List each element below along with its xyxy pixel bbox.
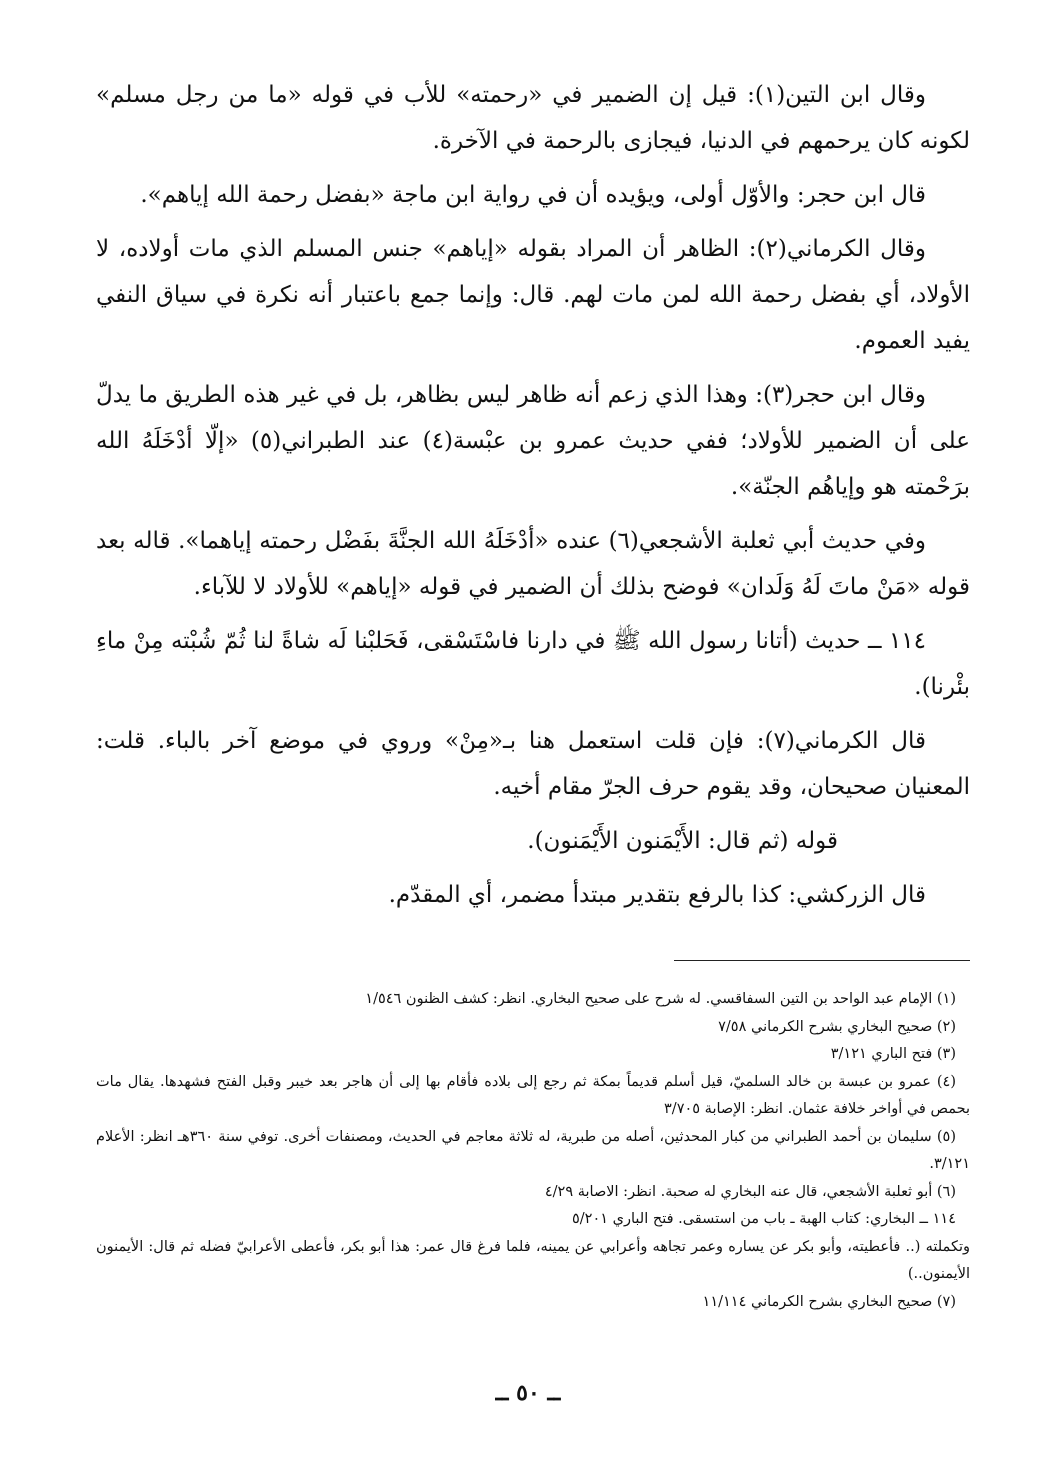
body-paragraph: قال ابن حجر: والأوّل أولى، ويؤيده أن في رواية ابن ماجة «بفضل رحمة الله إياهم». [140,182,926,208]
body-paragraph: قال الزركشي: كذا بالرفع بتقدير مبتدأ مضمر، أي المقدّم. [388,882,926,908]
body-paragraph: وقال الكرماني(٢): الظاهر أن المراد بقوله «إياهم» جنس المسلم الذي مات أولاده، لا الأولاد، أي بفضل رحمة الله لمن مات لهم. قال: وإنما جمع باعتبار أنه نكرة في سياق النفي يفيد العموم. [96,236,970,354]
footnote: (١) الإمام عبد الواحد بن التين السفاقسي. له شرح على صحيح البخاري. انظر: كشف الظنون ١/٥٤٦ [365,991,956,1007]
main-text [96,72,970,926]
footnote: (٢) صحيح البخاري بشرح الكرماني ٧/٥٨ [718,1018,956,1035]
footnote: (٥) سليمان بن أحمد الطبراني من كبار المحدثين، أصله من طبرية، له ثلاثة معاجم في الحديث، ومصنفات أخرى. توفي سنة ٣٦٠هـ انظر: الأعلام ٣/١٢١. [96,1128,970,1172]
body-paragraph: قال الكرماني(٧): فإن قلت استعمل هنا بـ«مِنْ» وروي في موضع آخر بالباء. قلت: المعنيان صحيحان، وقد يقوم حرف الجرّ مقام أخيه. [96,728,970,800]
footnote-separator [674,960,970,961]
footnote: (٣) فتح الباري ٣/١٢١ [830,1046,956,1062]
footnote: (٦) أبو ثعلبة الأشجعي، قال عنه البخاري له صحبة. انظر: الاصابة ٤/٢٩ [544,1183,956,1200]
body-paragraph: وقال ابن حجر(٣): وهذا الذي زعم أنه ظاهر ليس بظاهر، بل في غير هذه الطريق ما يدلّ على أن الضمير للأولاد؛ ففي حديث عمرو بن عبْسة(٤) عند الطبراني(٥) «إلّا أدْخَلَهُ الله برَحْمته هو وإياهُم الجنّة». [96,382,970,500]
footnotes [96,986,970,1316]
footnote: (٤) عمرو بن عبسة بن خالد السلميّ، قيل أسلم قديماً بمكة ثم رجع إلى بلاده فأقام بها إلى أن هاجر بعد خيبر وقبل الفتح فشهدها. يقال مات بحمص في أواخر خلافة عثمان. انظر: الإصابة ٣/٧٠٥ [96,1073,970,1117]
page-number: ــ ٥٠ ــ [495,1380,561,1406]
footnote: ١١٤ ــ البخاري: كتاب الهبة ـ باب من استسقى. فتح الباري ٥/٢٠١ [571,1211,956,1227]
footnote: (٧) صحيح البخاري بشرح الكرماني ١١/١١٤ [702,1293,956,1310]
hadith-paragraph: ١١٤ ــ حديث (أتانا رسول الله ﷺ في دارنا فاسْتَسْقى، فَحَلبْنا لَه شاةً لنا ثُمّ شُبْته مِنْ ماءِ بئْرنا). [96,628,970,700]
body-paragraph: قوله (ثم قال: الأَيْمَنون الأَيْمَنون). [527,828,838,854]
footnote: وتكملته (.. فأعطيته، وأبو بكر عن يساره وعمر تجاهه وأعرابي عن يمينه، فلما فرغ قال عمر: هذا أبو بكر، فأعطى الأعرابيّ فضله ثم قال: الأيمنون الأيمنون..) [96,1238,970,1282]
body-paragraph: وقال ابن التين(١): قيل إن الضمير في «رحمته» للأب في قوله «ما من رجل مسلم» لكونه كان يرحمهم في الدنيا، فيجازى بالرحمة في الآخرة. [96,82,970,154]
body-paragraph: وفي حديث أبي ثعلبة الأشجعي(٦) عنده «أدْخَلَهُ الله الجنَّةَ بفَضْل رحمته إياهما». قاله بعد قوله «مَنْ ماتَ لَهُ وَلَدان» فوضح بذلك أن الضمير في قوله «إياهم» للأولاد لا للآباء. [96,528,970,600]
